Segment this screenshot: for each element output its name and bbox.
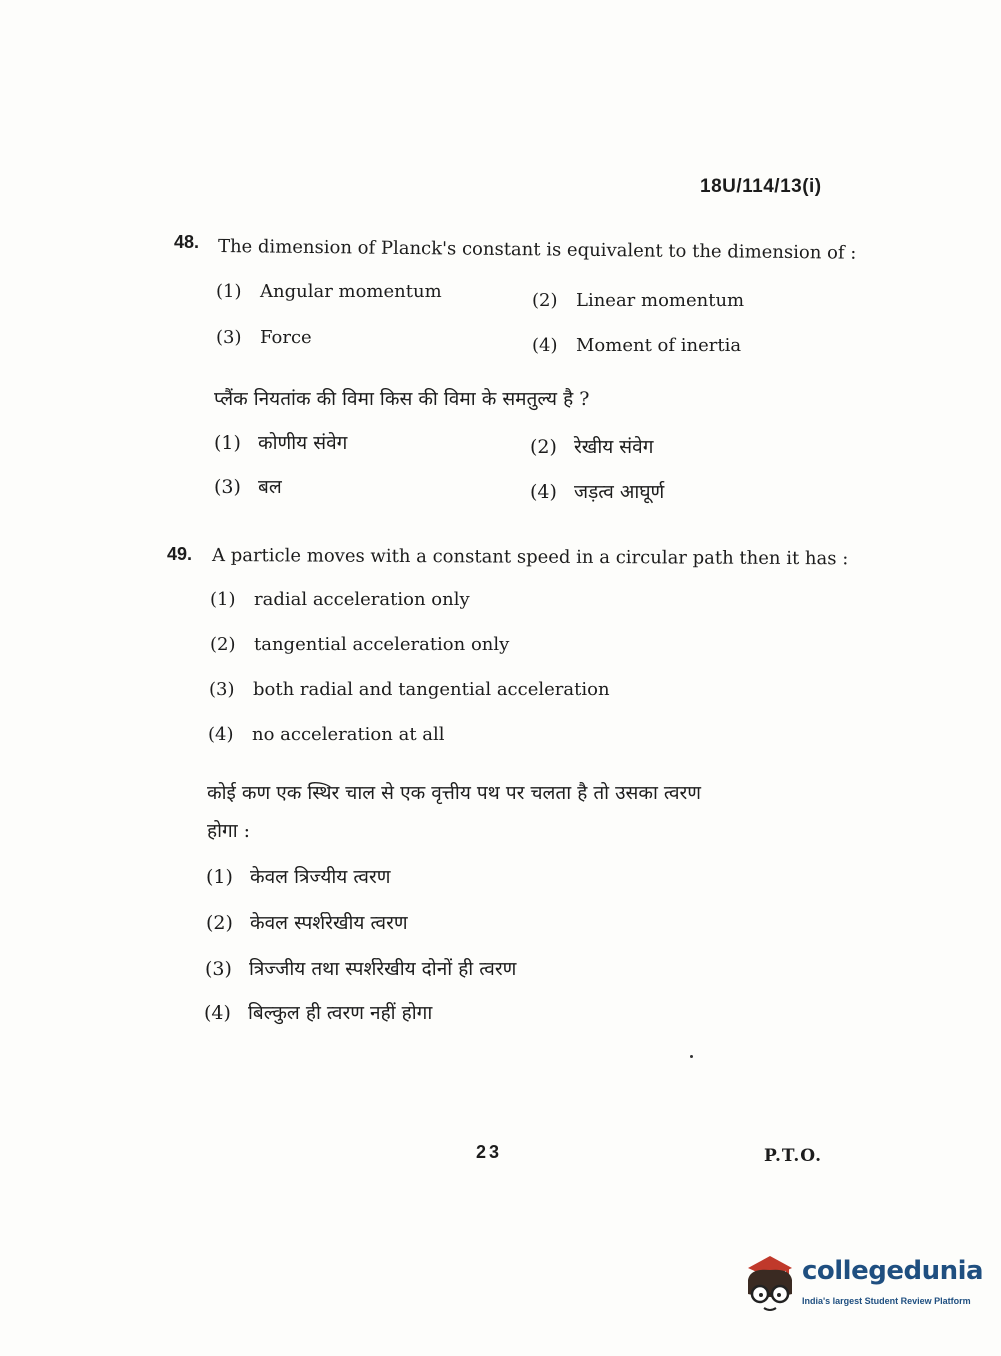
option-text: बल — [258, 476, 282, 498]
question-number: 49. — [167, 544, 193, 564]
option-text: कोणीय संवेग — [258, 432, 348, 454]
question-number: 48. — [174, 232, 200, 252]
option-text: Angular momentum — [260, 281, 442, 302]
option-hi — [205, 955, 516, 981]
option-text: रेखीय संवेग — [574, 436, 654, 458]
option-text: radial acceleration only — [254, 589, 470, 610]
pto-label: P.T.O. — [764, 1146, 822, 1166]
collegedunia-watermark — [740, 1250, 984, 1320]
mascot-icon — [740, 1250, 800, 1316]
option-number: (4) — [530, 481, 557, 503]
brand-name: collegedunia — [802, 1256, 984, 1286]
option-text: both radial and tangential acceleration — [253, 679, 610, 700]
option-number: (3) — [209, 679, 235, 700]
option-number: (1) — [210, 589, 236, 610]
question-text-hi: प्लैंक नियतांक की विमा किस की विमा के समतुल्य है ? — [214, 388, 590, 410]
option-number: (4) — [532, 335, 558, 356]
question-text-en: A particle moves with a constant speed in a circular path then it has : — [211, 545, 849, 570]
option-en — [532, 335, 741, 356]
option-en — [208, 724, 445, 745]
brand-tagline: India's largest Student Review Platform — [802, 1296, 971, 1306]
option-number: (3) — [216, 327, 242, 348]
option-hi — [214, 473, 282, 499]
option-number: (3) — [214, 476, 241, 498]
option-number: (4) — [204, 1002, 231, 1024]
question-text-en: The dimension of Planck's constant is equivalent to the dimension of : — [217, 236, 857, 264]
option-en — [210, 634, 509, 655]
option-text: Moment of inertia — [576, 335, 742, 356]
option-en — [209, 679, 610, 700]
option-number: (1) — [206, 866, 233, 888]
option-number: (2) — [530, 436, 557, 458]
option-number: (1) — [214, 432, 241, 454]
speck — [690, 1055, 693, 1058]
option-en — [216, 327, 312, 348]
page-number: 23 — [476, 1142, 503, 1162]
option-text: no acceleration at all — [252, 724, 445, 745]
option-hi — [204, 999, 432, 1025]
option-text: tangential acceleration only — [254, 634, 510, 655]
option-number: (2) — [210, 634, 236, 655]
option-hi — [530, 433, 653, 459]
option-number: (4) — [208, 724, 234, 745]
option-en — [210, 589, 470, 610]
paper-code: 18U/114/13(i) — [700, 176, 822, 197]
option-text: Linear momentum — [576, 290, 745, 311]
option-text: बिल्कुल ही त्वरण नहीं होगा — [248, 1002, 433, 1024]
option-text: जड़त्व आघूर्ण — [574, 481, 665, 503]
option-number: (3) — [205, 958, 232, 980]
option-number: (1) — [216, 281, 242, 302]
option-text: Force — [260, 327, 312, 348]
option-text: केवल स्पर्शरेखीय त्वरण — [250, 912, 408, 934]
question-text-hi-line2: होगा : — [207, 820, 251, 842]
option-text: त्रिज्जीय तथा स्पर्शरेखीय दोनों ही त्वरण — [249, 958, 517, 980]
option-number: (2) — [206, 912, 233, 934]
option-hi — [530, 478, 664, 504]
option-hi — [214, 429, 347, 455]
option-hi — [206, 863, 390, 889]
option-text: केवल त्रिज्यीय त्वरण — [250, 866, 391, 888]
option-en — [532, 290, 744, 311]
option-number: (2) — [532, 290, 558, 311]
option-hi — [206, 909, 408, 935]
question-text-hi-line1: कोई कण एक स्थिर चाल से एक वृत्तीय पथ पर चलता है तो उसका त्वरण — [207, 782, 702, 804]
option-en — [216, 281, 442, 302]
